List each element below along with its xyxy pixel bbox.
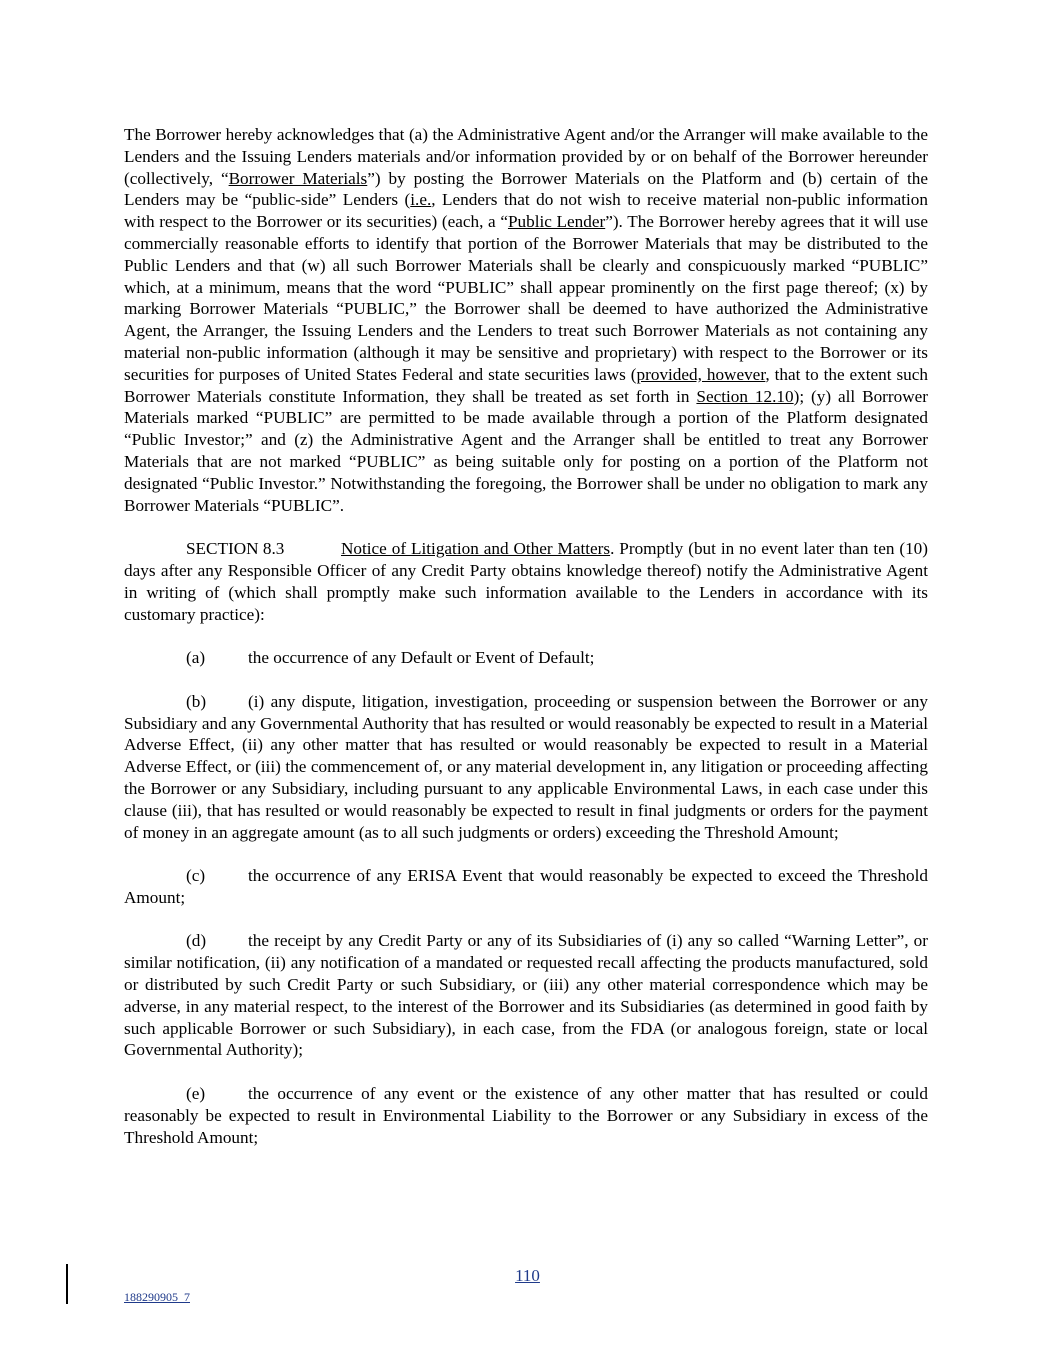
- defined-term-public-lender: Public Lender: [507, 212, 606, 232]
- change-bar: [66, 1264, 68, 1304]
- section-number: SECTION 8.3: [186, 539, 285, 559]
- item-text: (i) any dispute, litigation, investigation, proceeding or suspension between the Borrower or any Subsidiary and any Governmental Authority that has resulted or would reasonably be expected to result in a Material Adverse Effect, (ii) any other matter that has resulted or would reasonably be expected to result in a Material Adverse Effect, or (iii) the commencement of, or any material development in, any litigation or proceeding affecting the Borrower or any Subsidiary, including pursuant to any applicable Environmental Laws, in each case under this clause (iii), that has resulted or would reasonably be expected to result in final judgments or orders for the payment of money in an aggregate amount (as to all such judgments or orders) exceeding the Threshold Amount;: [124, 691, 928, 842]
- item-text: the receipt by any Credit Party or any of its Subsidiaries of (i) any so called “Warning Letter”, or similar notification, (ii) any notification of a mandated or requested recall affecting the products manufactured, sold or distributed by such Credit Party or such Subsidiary, or (iii) any other material correspondence which may be adverse, in any material respect, to the interest of the Borrower and its Subsidiaries (as determined in good faith by such applicable Borrower or such Subsidiary), in each case, from the FDA (or analogous foreign, state or local Governmental Authority);: [124, 931, 928, 1060]
- cross-reference-section-12-10: Section 12.10: [696, 386, 794, 406]
- item-label: (b): [186, 691, 207, 711]
- item-label: (c): [186, 866, 206, 886]
- item-label: (a): [186, 648, 206, 668]
- list-item-c: [124, 865, 928, 909]
- text-run: ); (y) all Borrower Materials marked “PUBLIC” are permitted to be made available through a portion of the Platform designated “Public Investor;” and (z) the Administrative Agent and the Arranger shall be entitled to treat any Borrower Materials that are not marked “PUBLIC” as being suitable only for posting on a portion of the Platform not designated “Public Investor.” Notwithstanding the foregoing, the Borrower shall be under no obligation to mark any Borrower Materials “PUBLIC”.: [124, 386, 928, 515]
- text-run: The Borrower hereby acknowledges that (a) the Administrative Agent and/or the Arranger will make available to the Lenders and the Issuing Lenders materials and/or information provided by or on behalf of the Borrower hereunder (collectively, “: [124, 125, 928, 188]
- list-item-e: [124, 1083, 928, 1148]
- term-provided-however: provided, however: [636, 364, 766, 384]
- list-item-d: [124, 930, 928, 1061]
- item-text: the occurrence of any event or the existence of any other matter that has resulted or could reasonably be expected to result in Environmental Liability to the Borrower or any Subsidiary in excess of the Threshold Amount;: [124, 1084, 928, 1147]
- section-heading: Notice of Litigation and Other Matters: [341, 539, 611, 559]
- text-run: , that to the extent such Borrower Materials constitute Information, they shall be treated as set forth in: [124, 364, 928, 406]
- document-id[interactable]: 188290905_7: [124, 1290, 190, 1304]
- item-label: (e): [186, 1084, 206, 1104]
- section-8-3-paragraph: [124, 538, 928, 625]
- page-number[interactable]: 110: [515, 1266, 540, 1285]
- borrower-materials-paragraph: [124, 124, 928, 516]
- item-text: the occurrence of any Default or Event of Default;: [248, 648, 595, 668]
- term-ie: i.e.: [410, 190, 432, 210]
- list-item-a: [124, 647, 928, 669]
- list-item-b: [124, 691, 928, 844]
- text-run: ”). The Borrower hereby agrees that it will use commercially reasonable efforts to identify that portion of the Borrower Materials that may be distributed to the Public Lenders and that (w) all such Borrower Materials shall be clearly and conspicuously marked “PUBLIC” which, at a minimum, means that the word “PUBLIC” shall appear prominently on the first page thereof; (x) by marking Borrower Materials “PUBLIC,” the Borrower shall be deemed to have authorized the Administrative Agent, the Arranger, the Issuing Lenders and the Lenders to treat such Borrower Materials as not containing any material non-public information (although it may be sensitive and proprietary) with respect to the Borrower or its securities for purposes of United States Federal and state securities laws (: [124, 212, 928, 384]
- text-run: ”) by posting the Borrower Materials on the Platform and (b) certain of the Lenders may be “public-side” Lenders (: [124, 168, 928, 210]
- section-text: . Promptly (but in no event later than ten (10) days after any Responsible Officer of any Credit Party obtains knowledge thereof) notify the Administrative Agent in writing of (which shall promptly make such information available to the Lenders in accordance with its customary practice):: [124, 539, 928, 624]
- document-body: [124, 124, 928, 1170]
- item-text: the occurrence of any ERISA Event that would reasonably be expected to exceed the Threshold Amount;: [124, 866, 928, 907]
- item-label: (d): [186, 931, 207, 951]
- defined-term-borrower-materials: Borrower Materials: [228, 168, 368, 188]
- text-run: , Lenders that do not wish to receive material non-public information with respect to the Borrower or its securities) (each, a “: [124, 190, 928, 232]
